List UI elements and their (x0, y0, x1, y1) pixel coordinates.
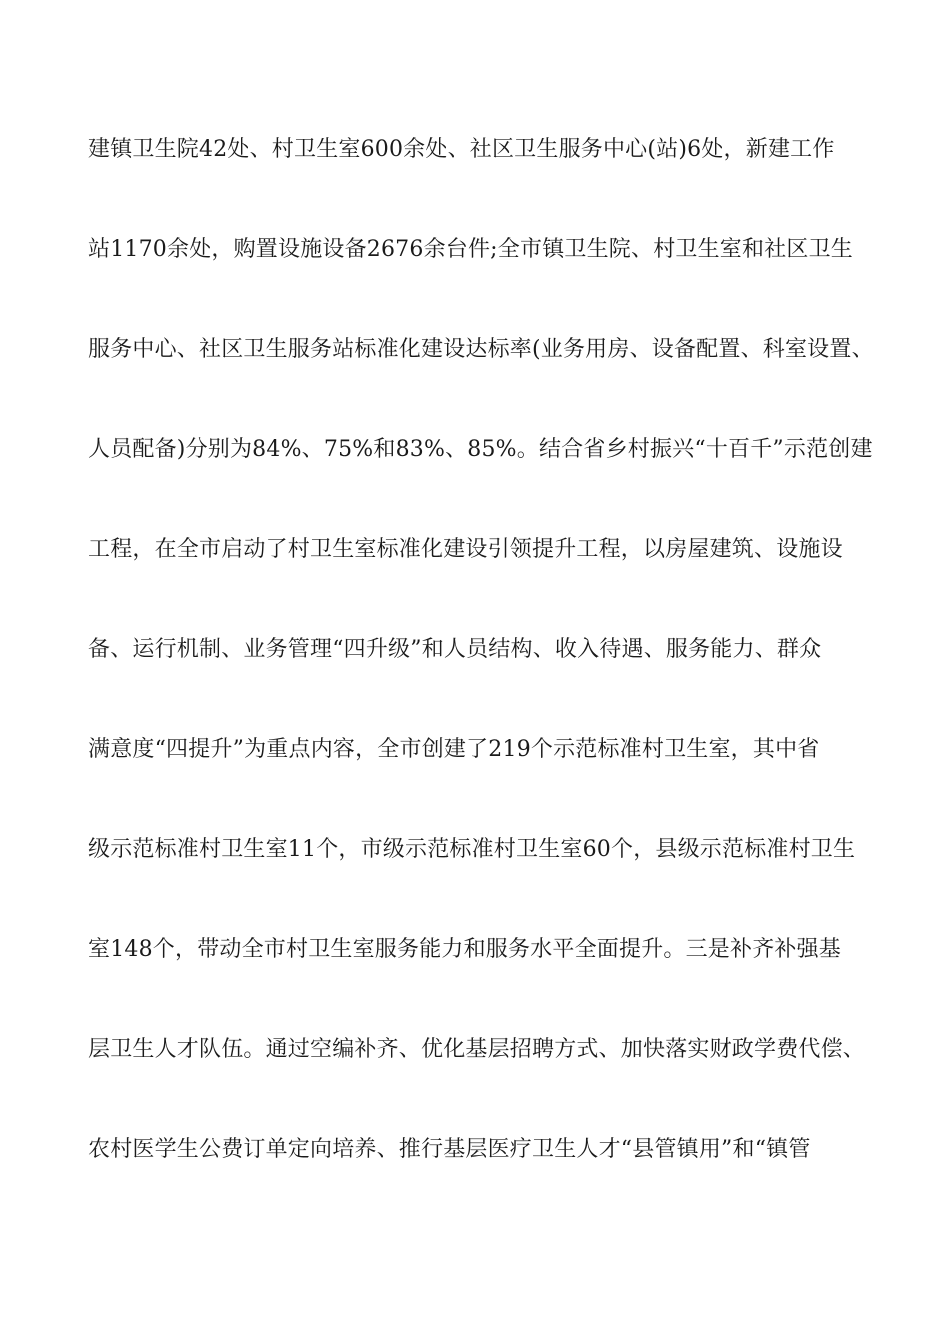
paragraph-line: 室148个，带动全市村卫生室服务能力和服务水平全面提升。三是补齐补强基 (88, 937, 841, 962)
paragraph-line: 级示范标准村卫生室11个，市级示范标准村卫生室60个，县级示范标准村卫生 (88, 837, 856, 862)
paragraph-line: 满意度“四提升”为重点内容，全市创建了219个示范标准村卫生室，其中省 (88, 737, 820, 762)
paragraph-line: 农村医学生公费订单定向培养、推行基层医疗卫生人才“县管镇用”和“镇管 (88, 1137, 811, 1162)
paragraph-line: 站1170余处，购置设施设备2676余台件;全市镇卫生院、村卫生室和社区卫生 (88, 237, 853, 262)
paragraph-line: 服务中心、社区卫生服务站标准化建设达标率(业务用房、设备配置、科室设置、 (88, 337, 874, 362)
paragraph-line: 人员配备)分别为84%、75%和83%、85%。结合省乡村振兴“十百千”示范创建 (88, 437, 873, 462)
paragraph-line: 层卫生人才队伍。通过空编补齐、优化基层招聘方式、加快落实财政学费代偿、 (88, 1037, 866, 1062)
paragraph-line: 建镇卫生院42处、村卫生室600余处、社区卫生服务中心(站)6处，新建工作 (88, 137, 835, 162)
paragraph-line: 工程，在全市启动了村卫生室标准化建设引领提升工程，以房屋建筑、设施设 (88, 537, 843, 562)
paragraph-line: 备、运行机制、业务管理“四升级”和人员结构、收入待遇、服务能力、群众 (88, 637, 822, 662)
